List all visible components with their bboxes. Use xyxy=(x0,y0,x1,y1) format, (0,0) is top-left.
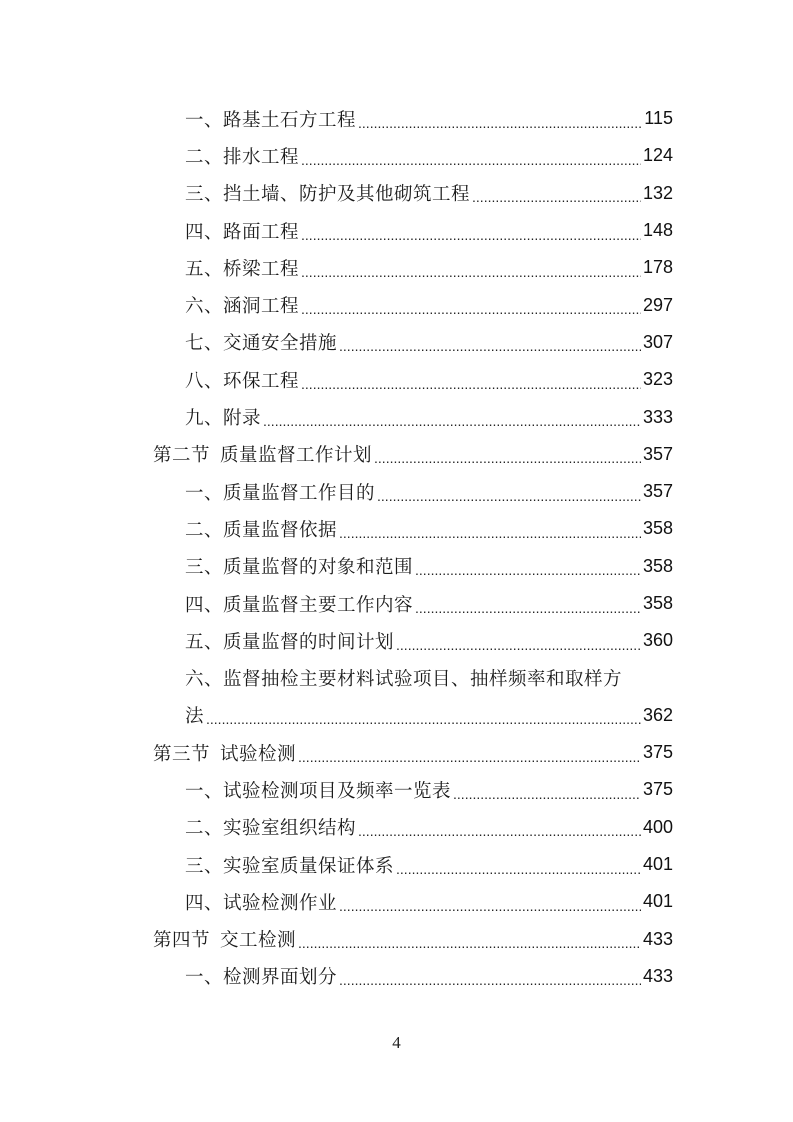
toc-entry-title: 一、检测界面划分 xyxy=(185,967,338,989)
toc-entry[interactable] xyxy=(153,809,673,846)
toc-entry-title: 三、实验室质量保证体系 xyxy=(185,855,395,877)
dot-leader xyxy=(339,525,641,541)
toc-page-number: 375 xyxy=(642,742,673,763)
toc-entry[interactable] xyxy=(153,883,673,920)
dot-leader xyxy=(339,898,641,914)
toc-entry-title: 一、质量监督工作目的 xyxy=(185,482,376,504)
toc-entry[interactable] xyxy=(153,398,673,435)
toc-page-number: 358 xyxy=(642,593,673,613)
toc-entry[interactable] xyxy=(153,175,673,212)
toc-page-number: 132 xyxy=(642,182,673,203)
toc-entry-title: 三、挡土墙、防护及其他砌筑工程 xyxy=(185,184,471,206)
toc-section-entry[interactable] xyxy=(153,436,673,473)
toc-entry-title: 五、质量监督的时间计划 xyxy=(185,631,395,653)
dot-leader xyxy=(339,972,641,988)
dot-leader xyxy=(396,637,641,653)
toc-page-number: 307 xyxy=(642,331,673,352)
toc-page-number: 433 xyxy=(642,965,673,986)
dot-leader xyxy=(298,749,641,765)
toc-section-title: 第二节 质量监督工作计划 xyxy=(153,445,373,467)
toc-entry-title: 八、环保工程 xyxy=(185,370,300,392)
dot-leader xyxy=(358,115,642,131)
toc-entry[interactable] xyxy=(153,249,673,286)
toc-entry[interactable] xyxy=(153,212,673,249)
toc-page-number: 148 xyxy=(642,220,673,241)
toc-entry-title: 五、桥梁工程 xyxy=(185,258,300,280)
toc-section-title: 第三节 试验检测 xyxy=(153,743,297,765)
toc-page-number: 433 xyxy=(642,928,673,949)
toc-entry-title: 九、附录 xyxy=(185,408,262,430)
toc-entry[interactable] xyxy=(153,361,673,398)
toc-entry[interactable] xyxy=(153,510,673,547)
toc-page-number: 358 xyxy=(642,518,673,539)
toc-entry-title: 二、排水工程 xyxy=(185,146,300,168)
dot-leader xyxy=(301,264,641,280)
table-of-contents xyxy=(153,100,673,995)
toc-entry[interactable] xyxy=(153,548,673,585)
dot-leader xyxy=(374,450,641,466)
toc-entry-title: 一、路基土石方工程 xyxy=(185,109,357,131)
toc-page-number: 333 xyxy=(642,406,673,427)
toc-entry-title-continuation: 法 xyxy=(185,706,205,728)
dot-leader xyxy=(358,823,641,839)
toc-page-number: 362 xyxy=(642,704,673,725)
dot-leader xyxy=(301,152,641,168)
dot-leader xyxy=(339,338,641,354)
toc-page-number: 124 xyxy=(642,145,673,166)
toc-entry-wrapped-line-1[interactable] xyxy=(153,659,673,696)
toc-entry[interactable] xyxy=(153,324,673,361)
toc-section-entry[interactable] xyxy=(153,734,673,771)
dot-leader xyxy=(415,600,641,616)
toc-page-number: 115 xyxy=(644,108,673,129)
toc-entry[interactable] xyxy=(153,846,673,883)
toc-entry[interactable] xyxy=(153,100,673,137)
toc-entry[interactable] xyxy=(153,286,673,323)
toc-page-number: 297 xyxy=(642,294,673,315)
dot-leader xyxy=(301,376,641,392)
toc-page-number: 401 xyxy=(642,891,673,912)
toc-entry-title: 二、质量监督依据 xyxy=(185,519,338,541)
dot-leader xyxy=(396,861,641,877)
toc-entry-title: 四、路面工程 xyxy=(185,221,300,243)
toc-entry[interactable] xyxy=(153,137,673,174)
toc-page-number: 360 xyxy=(642,630,673,651)
dot-leader xyxy=(415,562,641,578)
toc-page-number: 323 xyxy=(642,369,673,390)
toc-entry-title: 四、质量监督主要工作内容 xyxy=(185,594,414,616)
dot-leader xyxy=(298,935,641,951)
toc-entry-title: 三、质量监督的对象和范围 xyxy=(185,557,414,579)
toc-section-title: 第四节 交工检测 xyxy=(153,930,297,952)
toc-entry-title: 六、涵洞工程 xyxy=(185,296,300,318)
toc-entry[interactable] xyxy=(153,958,673,995)
toc-entry[interactable] xyxy=(153,473,673,510)
toc-entry[interactable] xyxy=(153,622,673,659)
toc-entry-title: 二、实验室组织结构 xyxy=(185,818,357,840)
dot-leader xyxy=(263,413,641,429)
page-number: 4 xyxy=(392,1033,401,1052)
dot-leader xyxy=(472,189,641,205)
dot-leader xyxy=(206,711,641,727)
dot-leader xyxy=(301,227,641,243)
toc-page-number: 375 xyxy=(642,779,673,800)
dot-leader xyxy=(377,488,641,504)
toc-entry[interactable] xyxy=(153,585,673,622)
toc-entry-wrapped-line-2[interactable] xyxy=(153,697,673,734)
toc-page-number: 357 xyxy=(642,481,673,502)
toc-page-number: 178 xyxy=(642,257,673,278)
toc-entry-title: 一、试验检测项目及频率一览表 xyxy=(185,780,452,802)
toc-page-number: 357 xyxy=(642,443,673,464)
toc-entry-title: 四、试验检测作业 xyxy=(185,892,338,914)
toc-entry[interactable] xyxy=(153,771,673,808)
toc-entry-title: 七、交通安全措施 xyxy=(185,333,338,355)
toc-entry-title: 六、监督抽检主要材料试验项目、抽样频率和取样方 xyxy=(185,669,623,691)
toc-page-number: 400 xyxy=(642,816,673,837)
dot-leader xyxy=(301,301,641,317)
toc-section-entry[interactable] xyxy=(153,921,673,958)
dot-leader xyxy=(453,786,641,802)
toc-page-number: 401 xyxy=(642,854,673,875)
toc-page-number: 358 xyxy=(642,555,673,576)
